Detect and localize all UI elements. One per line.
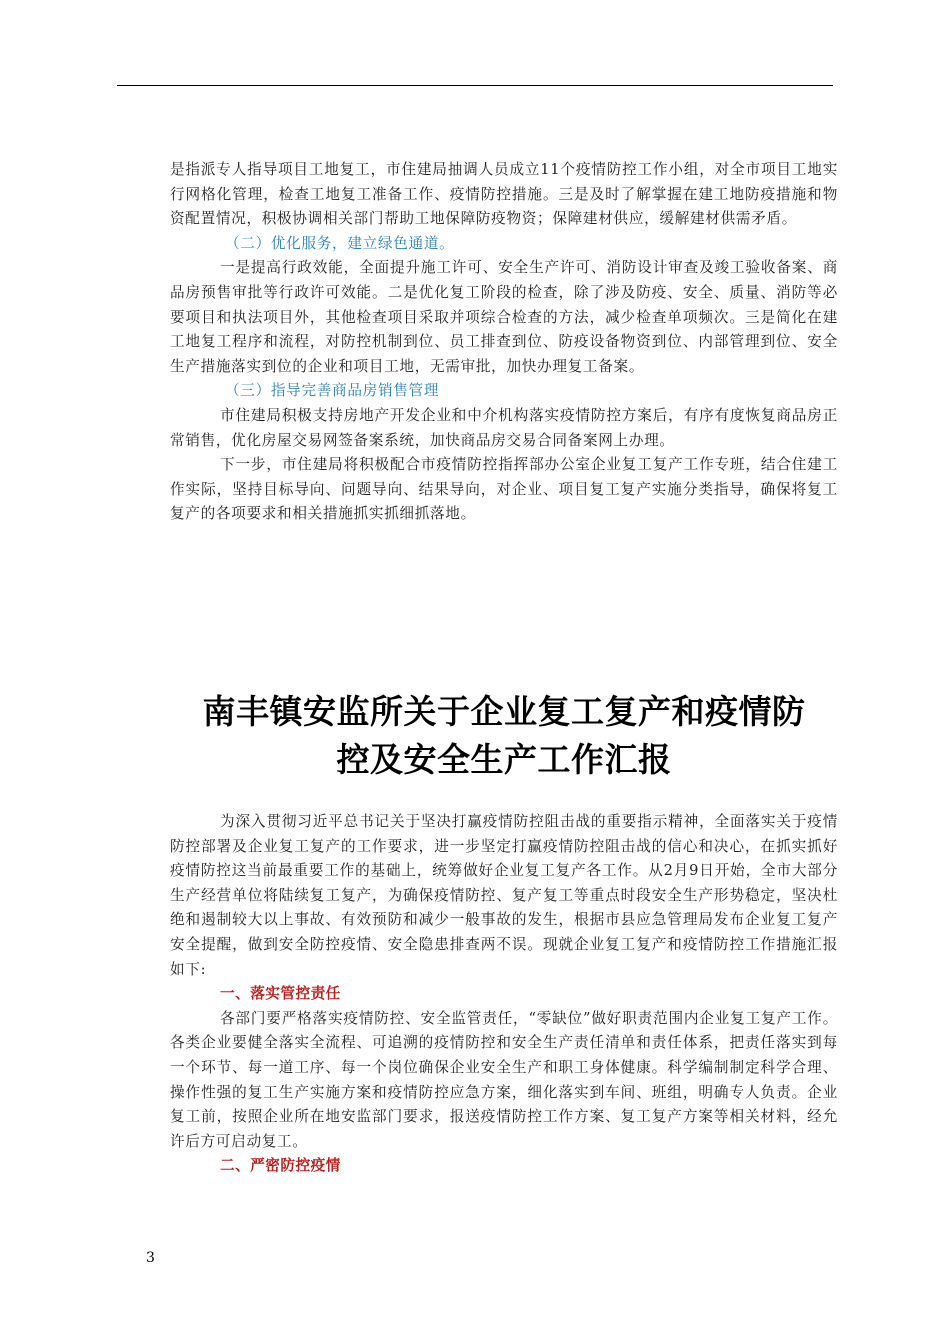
paragraph: 各部门要严格落实疫情防控、安全监管责任，“零缺位”做好职责范围内企业复工复产工作。各类企业要健全落实全流程、可追溯的疫情防控和安全生产责任清单和责任体系，把责任落实到每一个环节、每一道工序、每一个岗位确保企业安全生产和职工身体健康。科学编制制定科学合理、操作性强的复工生产实施方案和疫情防控应急方案，细化落实到车间、班组，明确专人负责。企业复工前，按照企业所在地安监部门要求，报送疫情防控工作方案、复工复产方案等相关材料，经允许后方可启动复工。	[170, 1009, 838, 1150]
document-title	[170, 688, 838, 784]
paragraph: 市住建局积极支持房地产开发企业和中介机构落实疫情防控方案后，有序有度恢复商品房正常销售，优化房屋交易网签备案系统，加快商品房交易合同备案网上办理。	[170, 406, 838, 449]
section-heading: 一、落实管控责任	[220, 985, 341, 1003]
paragraph: 是指派专人指导项目工地复工，市住建局抽调人员成立11个疫情防控工作小组，对全市项目工地实行网格化管理，检查工地复工准备工作、疫情防控措施。三是及时了解掌握在建工地防疫措施和物资配置情况，积极协调相关部门帮助工地保障防疫物资；保障建材供应，缓解建材供需矛盾。	[170, 161, 838, 228]
section-heading: （二）优化服务，建立绿色通道。	[225, 234, 455, 252]
page-number: 3	[146, 1250, 155, 1266]
title-line-1: 南丰镇安监所关于企业复工复产和疫情防	[202, 692, 806, 731]
section-heading: （三）指导完善商品房销售管理	[225, 382, 440, 400]
header-rule	[117, 85, 833, 86]
paragraph: 为深入贯彻习近平总书记关于坚决打赢疫情防控阻击战的重要指示精神，全面落实关于疫情防控部署及企业复工复产的工作要求，进一步坚定打赢疫情防控阻击战的信心和决心，在抓实抓好疫情防控这当前最重要工作的基础上，统筹做好企业复工复产各工作。从2月9日开始，全市大部分生产经营单位将陆续复工复产，为确保疫情防控、复产复工等重点时段安全生产形势稳定，坚决杜绝和遏制较大以上事故、有效预防和减少一般事故的发生，根据市县应急管理局发布企业复工复产安全提醒，做到安全防控疫情、安全隐患排查两不误。现就企业复工复产和疫情防控工作措施汇报如下:	[170, 813, 838, 978]
paragraph: 下一步，市住建局将积极配合市疫情防控指挥部办公室企业复工复产工作专班，结合住建工作实际，坚持目标导向、问题导向、结果导向，对企业、项目复工复产实施分类指导，确保将复工复产的各项要求和相关措施抓实抓细抓落地。	[170, 456, 838, 523]
paragraph: 一是提高行政效能，全面提升施工许可、安全生产许可、消防设计审查及竣工验收备案、商品房预售审批等行政许可效能。二是优化复工阶段的检查，除了涉及防疫、安全、质量、消防等必要项目和执法项目外，其他检查项目采取并项综合检查的方法，减少检查单项频次。三是简化在建工地复工程序和流程，对防控机制到位、员工排查到位、防疫设备物资到位、内部管理到位、安全生产措施落实到位的企业和项目工地，无需审批，加快办理复工备案。	[170, 259, 838, 375]
section-heading: 二、严密防控疫情	[220, 1157, 341, 1175]
title-line-2: 控及安全生产工作汇报	[336, 740, 672, 779]
section-upper	[170, 158, 838, 527]
section-lower	[170, 810, 838, 1179]
